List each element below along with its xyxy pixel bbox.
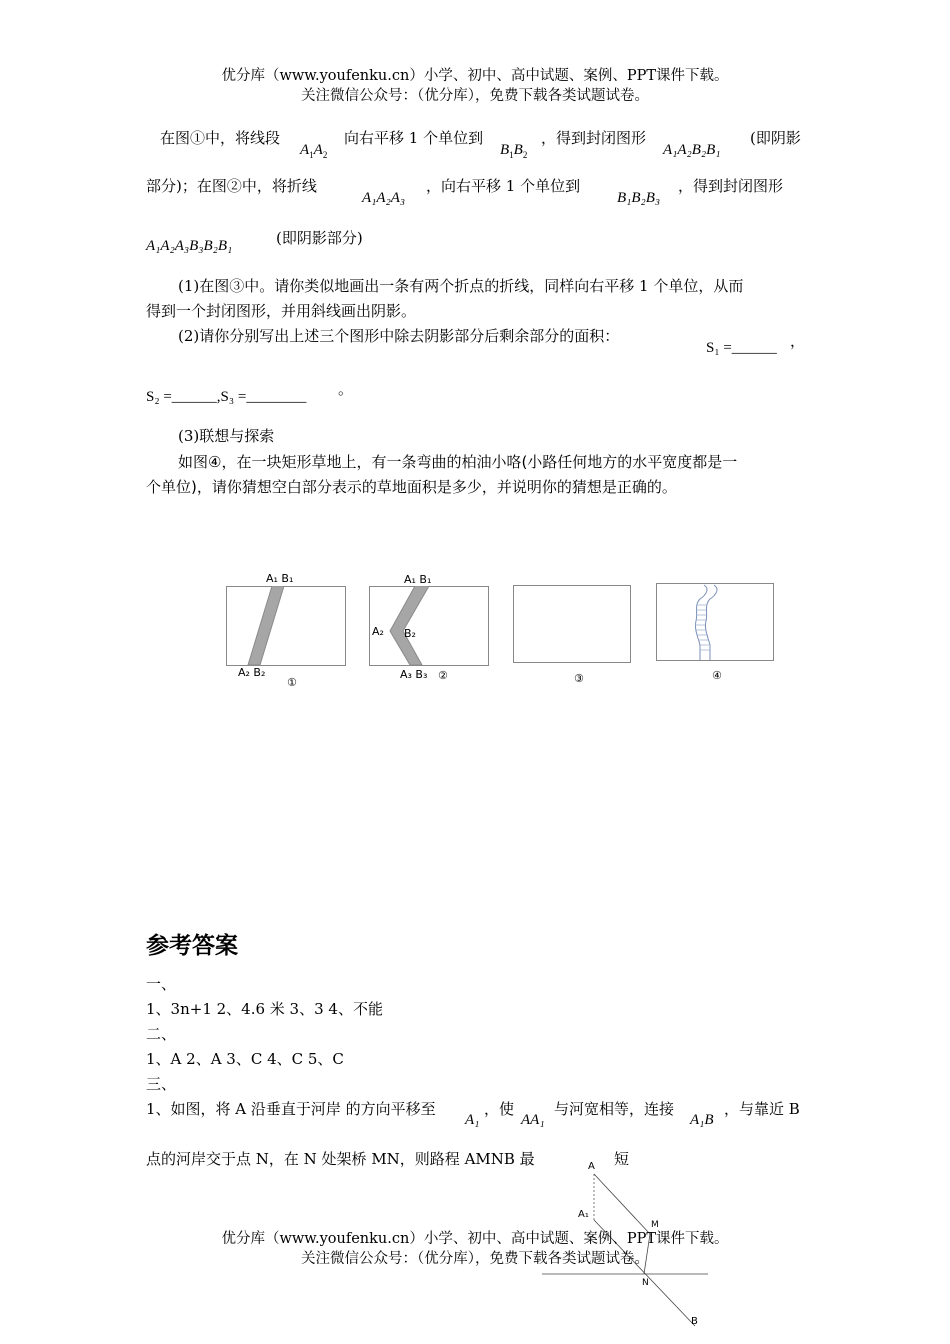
figure-3-frame (513, 585, 631, 663)
answer-3-1-text-d: ，与靠近 B (724, 1100, 800, 1118)
blank-s2-s3: S₂ =______,S₃ =________ (146, 389, 307, 405)
intro-text-1b: 向右平移 1 个单位到 (344, 129, 484, 147)
segment-b1b2: $B_1B_2$ (500, 142, 528, 160)
figure-1-bottom-label: A₂ B₂ (238, 666, 266, 679)
answer-3-1-text-b: ，使 (484, 1100, 515, 1118)
figure-4-path-right-edge (705, 585, 717, 660)
answers-section-1: 一、 (146, 975, 177, 993)
answers-section-2-line: 1、A 2、A 3、C 4、C 5、C (146, 1050, 344, 1068)
line-a-m (594, 1174, 650, 1234)
shape-a1a2a3b3b2b1: A₁A₂A₃B₃B₂B₁ (146, 238, 233, 254)
answers-section-1-line: 1、3n+1 2、4.6 米 3、3 4、不能 (146, 1000, 383, 1018)
blank-s1: S₁ =______ (706, 340, 777, 356)
figure-3-caption: ③ (574, 672, 584, 685)
intro-text-2c: ，得到封闭图形 (678, 177, 784, 195)
figure-2-drawing (369, 586, 489, 666)
answers-title: 参考答案 (146, 933, 238, 959)
answer-3-1-line-2a: 点的河岸交于点 N，在 N 处架桥 MN，则路程 AMNB 最 (146, 1150, 535, 1168)
intro-text-1d: (即阴影 (750, 129, 801, 147)
question-1-line-1: (1)在图③中。请你类似地画出一条有两个折点的折线，同样向右平移 1 个单位，从而 (178, 277, 744, 295)
intro-text-2b: ，向右平移 1 个单位到 (426, 177, 581, 195)
figure-2-shaded-band (390, 586, 429, 665)
answers-section-2: 二、 (146, 1025, 177, 1043)
polyline-a1a2a3: A₁A₂A₃ (362, 190, 406, 206)
bridge-label-m: M (651, 1220, 659, 1230)
question-3-line-2: 个单位)，请你猜想空白部分表示的草地面积是多少，并说明你的猜想是正确的。 (146, 478, 677, 496)
footer-line-2: 关注微信公众号：（优分库），免费下载各类试题试卷。 (301, 1251, 649, 1267)
segment-a1a2: $A_1A_2$ (300, 142, 328, 160)
footer-line-1: 优分库（www.youfenku.cn）小学、初中、高中试题、案例、PPT课件下载。 (221, 1231, 729, 1247)
question-3-title: (3)联想与探索 (178, 427, 275, 445)
figure-1-caption: ① (287, 676, 297, 689)
figure-2-top-label: A₁ B₁ (404, 573, 432, 586)
answers-section-3: 三、 (146, 1075, 177, 1093)
answer-point-a1: A₁ (465, 1112, 480, 1128)
header-line-1: 优分库（www.youfenku.cn）小学、初中、高中试题、案例、PPT课件下载。 (221, 68, 729, 84)
shape-a1a2b2b1: A₁A₂B₂B₁ (663, 142, 721, 158)
question-2-end: 。 (338, 380, 354, 398)
answer-3-1-line-2b: 短 (614, 1150, 630, 1168)
figure-4-caption: ④ (712, 669, 722, 682)
bridge-label-n: N (642, 1278, 649, 1288)
question-3-line-1: 如图④，在一块矩形草地上，有一条弯曲的柏油小咯(小路任何地方的水平宽度都是一 (178, 453, 738, 471)
intro-text-2a: 部分)；在图②中，将折线 (146, 177, 317, 195)
answer-segment-aa1: AA₁ (521, 1112, 545, 1128)
figure-4-drawing (656, 583, 774, 661)
page-footer (0, 1229, 950, 1269)
answer-3-1-text-a: 1、如图，将 A 沿垂直于河岸 的方向平移至 (146, 1100, 436, 1118)
intro-text-1c: ，得到封闭图形 (541, 129, 647, 147)
bridge-label-b: B (691, 1316, 698, 1327)
header-line-2: 关注微信公众号：（优分库），免费下载各类试题试卷。 (301, 88, 649, 104)
intro-text-3: (即阴影部分) (276, 229, 363, 247)
answer-segment-a1b: A₁B (690, 1112, 714, 1128)
figure-1-shaded-band (248, 586, 284, 665)
intro-text-1a: 在图①中，将线段 (160, 129, 281, 147)
figure-2-label-a2: A₂ (372, 625, 384, 638)
figure-2-caption: ② (438, 669, 448, 682)
figure-2-bottom-label: A₃ B₃ (400, 668, 428, 681)
figure-1-top-label: A₁ B₁ (266, 572, 294, 585)
figure-1-drawing (226, 586, 346, 666)
answer-3-1-text-c: 与河宽相等，连接 (554, 1100, 675, 1118)
question-1-line-2: 得到一个封闭图形，并用斜线画出阴影。 (146, 302, 417, 320)
figure-4-path-hatching (695, 605, 710, 650)
bridge-label-a: A (588, 1161, 595, 1172)
polyline-b1b2b3: B₁B₂B₃ (617, 190, 661, 206)
bridge-label-a1: A₁ (578, 1209, 589, 1220)
figure-2-label-b2: B₂ (404, 627, 416, 640)
page-header (0, 66, 950, 106)
question-2-line-1: (2)请你分别写出上述三个图形中除去阴影部分后剩余部分的面积： (178, 327, 620, 345)
question-2-comma: ， (790, 332, 806, 350)
